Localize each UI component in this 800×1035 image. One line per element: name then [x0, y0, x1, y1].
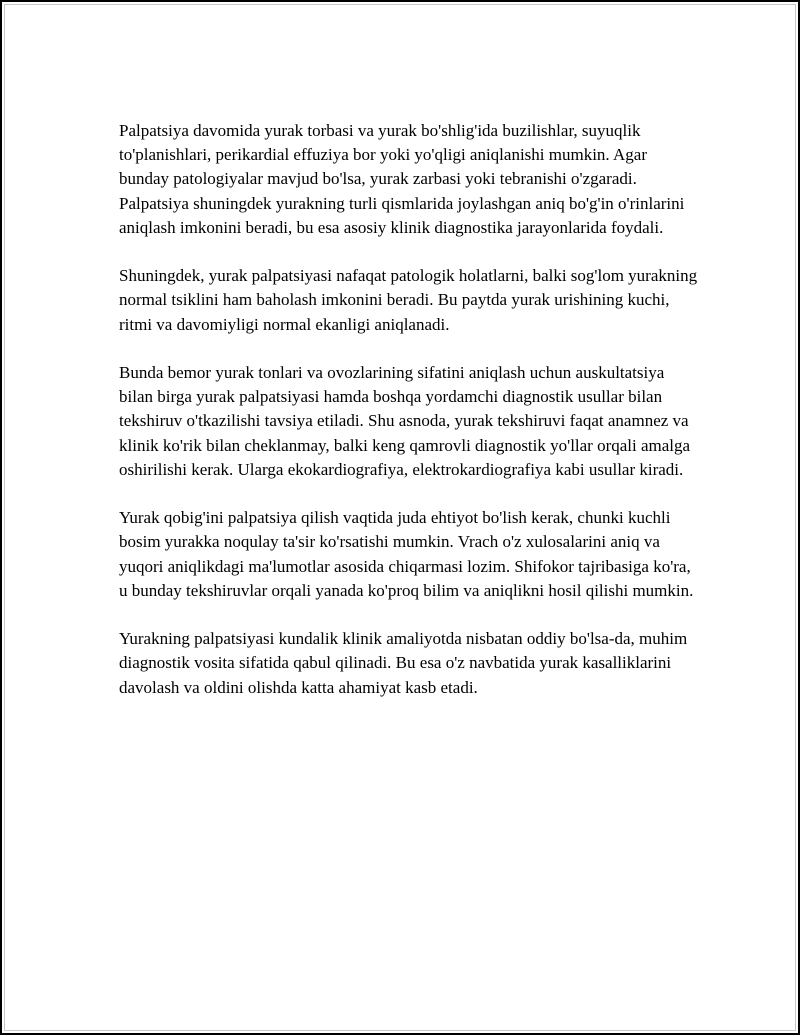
- paragraph-4: Yurak qobig'ini palpatsiya qilish vaqtida juda ehtiyot bo'lish kerak, chunki kuchli bosim yurakka noqulay ta'sir ko'rsatishi mumkin. Vrach o'z xulosalarini aniq va yuqori aniqlikdagi ma'lumotlar asosida chiqarmasi lozim. Shifokor tajribasiga ko'ra, u bunday tekshiruvlar orqali yanada ko'proq bilim va aniqlikni hosil qilishi mumkin.: [119, 508, 694, 600]
- paragraph-5: Yurakning palpatsiyasi kundalik klinik amaliyotda nisbatan oddiy bo'lsa-da, muhim diagnostik vosita sifatida qabul qilinadi. Bu esa o'z navbatida yurak kasalliklarini davolash va oldini olishda katta ahamiyat kasb etadi.: [119, 629, 688, 697]
- document-body: [119, 119, 699, 724]
- paragraph-1: Palpatsiya davomida yurak torbasi va yurak bo'shlig'ida buzilishlar, suyuqlik to'planishlari, perikardial effuziya bor yoki yo'qligi aniqlanishi mumkin. Agar bunday patologiyalar mavjud bo'lsa, yurak zarbasi yoki tebranishi o'zgaradi. Palpatsiya shuningdek yurakning turli qismlarida joylashgan aniq bo'g'in o'rinlarini aniqlash imkonini beradi, bu esa asosiy klinik diagnostika jarayonlarida foydali.: [119, 121, 685, 237]
- paragraph-2: Shuningdek, yurak palpatsiyasi nafaqat patologik holatlarni, balki sog'lom yurakning normal tsiklini ham baholash imkonini beradi. Bu paytda yurak urishining kuchi, ritmi va davomiyligi normal ekanligi aniqlanadi.: [119, 266, 698, 334]
- paragraph-3: Bunda bemor yurak tonlari va ovozlarining sifatini aniqlash uchun auskultatsiya bilan birga yurak palpatsiyasi hamda boshqa yordamchi diagnostik usullar bilan tekshiruv o'tkazilishi tavsiya etiladi. Shu asnoda, yurak tekshiruvi faqat anamnez va klinik ko'rik bilan cheklanmay, balki keng qamrovli diagnostik yo'llar orqali amalga oshirilishi kerak. Ularga ekokardiografiya, elektrokardiografiya kabi usullar kiradi.: [119, 363, 691, 479]
